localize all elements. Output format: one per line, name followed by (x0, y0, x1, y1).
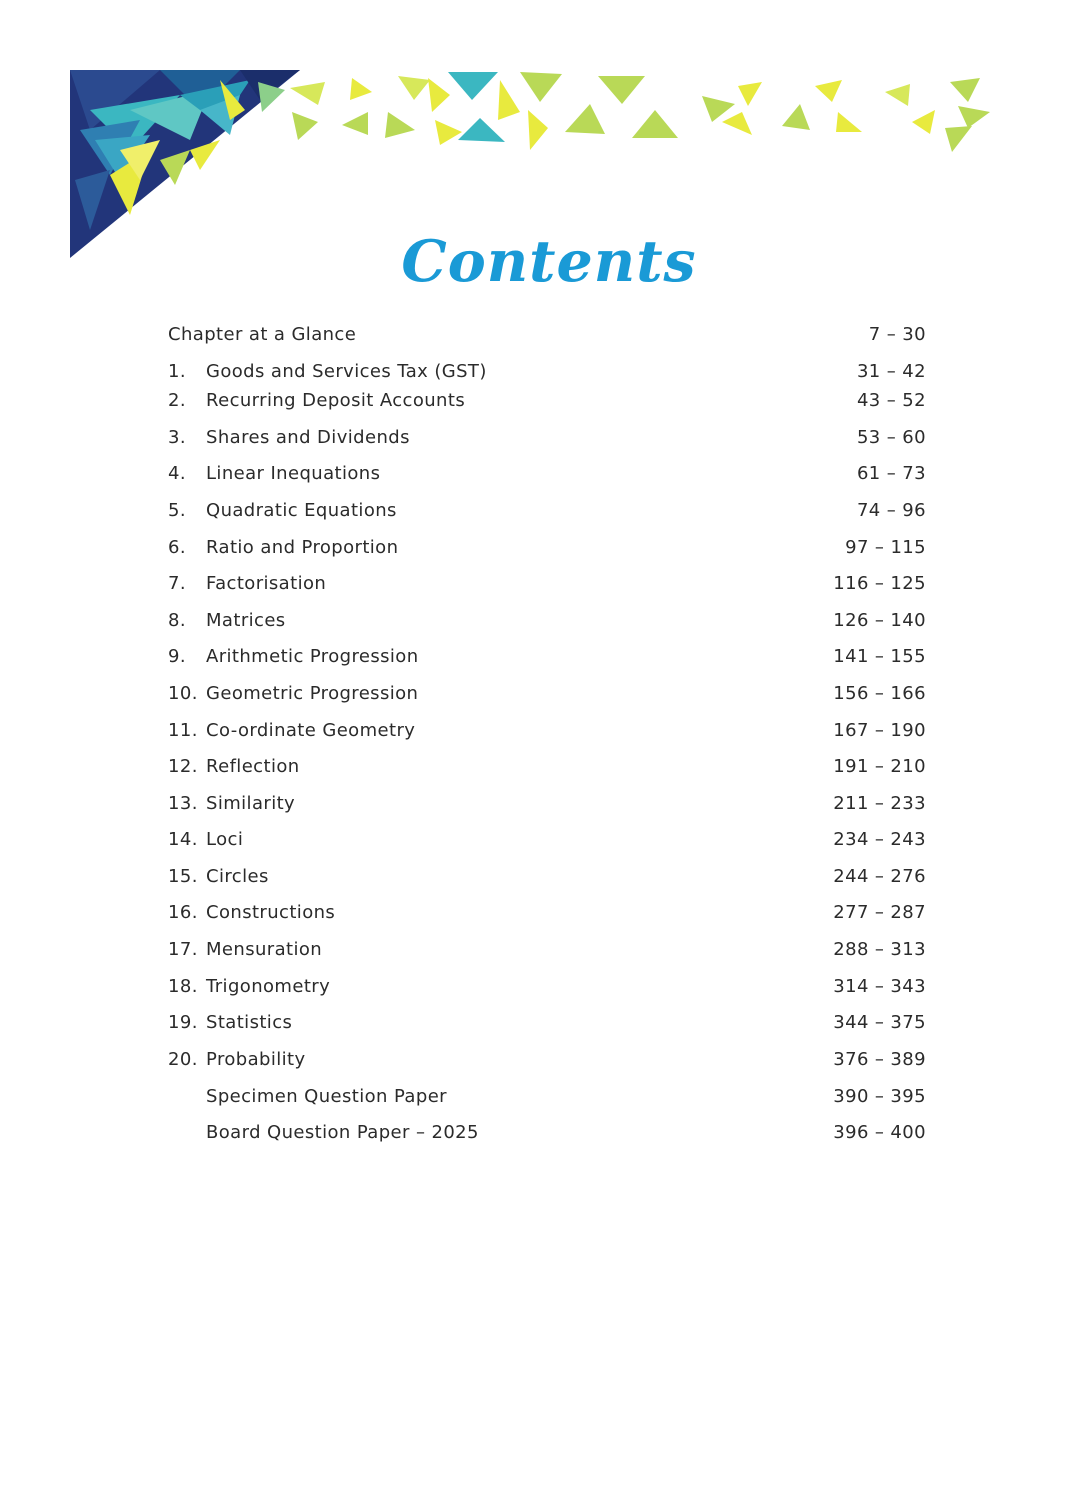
toc-entry-title: Matrices (206, 610, 286, 631)
toc-entry-title: Specimen Question Paper (206, 1086, 447, 1107)
toc-entry-pages: 7 – 30 (868, 324, 926, 345)
toc-entry-pages: 43 – 52 (856, 390, 926, 411)
toc-entry-title: Ratio and Proportion (206, 537, 399, 558)
toc-entry-title: Loci (206, 829, 244, 850)
toc-entry (168, 498, 926, 524)
toc-entry-pages: 31 – 42 (856, 361, 926, 382)
toc-entry-pages: 191 – 210 (833, 756, 926, 777)
toc-entry-title: Goods and Services Tax (GST) (206, 361, 487, 382)
toc-entry-number: 13. (168, 793, 198, 814)
toc-entry-pages: 53 – 60 (856, 427, 926, 448)
toc-entry-pages: 97 – 115 (845, 537, 926, 558)
toc-entry-number: 16. (168, 902, 198, 923)
toc-entry-number: 12. (168, 756, 198, 777)
toc-entry-pages: 244 – 276 (833, 866, 926, 887)
toc-entry (168, 827, 926, 853)
toc-entry-number: 19. (168, 1012, 198, 1033)
toc-entry-title: Geometric Progression (206, 683, 419, 704)
toc-entry-number: 1. (168, 361, 186, 382)
toc-entry (168, 864, 926, 890)
toc-entry-title: Mensuration (206, 939, 323, 960)
toc-entry-pages: 376 – 389 (833, 1049, 926, 1070)
toc-entry (168, 461, 926, 487)
toc-entry (168, 718, 926, 744)
toc-entry-title: Constructions (206, 902, 336, 923)
toc-entry-pages: 277 – 287 (833, 902, 926, 923)
toc-entry-number: 10. (168, 683, 198, 704)
toc-entry-pages: 344 – 375 (833, 1012, 926, 1033)
toc-entry-number: 18. (168, 976, 198, 997)
toc-entry-number: 5. (168, 500, 186, 521)
toc-entry-title: Chapter at a Glance (168, 324, 357, 345)
toc-entry (168, 900, 926, 926)
toc-entry (168, 1047, 926, 1073)
toc-entry-title: Quadratic Equations (206, 500, 397, 521)
toc-entry-pages: 288 – 313 (833, 939, 926, 960)
toc-entry (168, 359, 926, 385)
toc-entry-title: Shares and Dividends (206, 427, 410, 448)
toc-entry-number: 6. (168, 537, 186, 558)
toc-entry-number: 9. (168, 646, 186, 667)
toc-entry-title: Recurring Deposit Accounts (206, 390, 466, 411)
toc-entry-pages: 234 – 243 (833, 829, 926, 850)
toc-entry-number: 2. (168, 390, 186, 411)
toc-entry-number: 11. (168, 720, 198, 741)
toc-entry-title: Circles (206, 866, 269, 887)
toc-entry-pages: 126 – 140 (833, 610, 926, 631)
toc-entry-title: Board Question Paper – 2025 (206, 1122, 479, 1143)
toc-entry (168, 791, 926, 817)
toc-entry-pages: 314 – 343 (833, 976, 926, 997)
toc-entry (168, 608, 926, 634)
toc-entry (168, 1084, 926, 1110)
toc-entry (168, 425, 926, 451)
toc-entry-pages: 116 – 125 (833, 573, 926, 594)
toc-entry-number: 4. (168, 463, 186, 484)
toc-entry-title: Similarity (206, 793, 296, 814)
toc-entry-title: Reflection (206, 756, 300, 777)
page-title: Contents (401, 228, 697, 295)
toc-entry (168, 388, 926, 414)
toc-entry-pages: 396 – 400 (833, 1122, 926, 1143)
toc-entry (168, 681, 926, 707)
toc-entry-number: 3. (168, 427, 186, 448)
toc-entry-pages: 61 – 73 (856, 463, 926, 484)
toc-entry-pages: 74 – 96 (856, 500, 926, 521)
toc-entry-title: Co-ordinate Geometry (206, 720, 416, 741)
toc-entry-pages: 390 – 395 (833, 1086, 926, 1107)
toc-entry-title: Trigonometry (206, 976, 331, 997)
toc-entry (168, 1120, 926, 1146)
toc-entry-number: 15. (168, 866, 198, 887)
toc-entry (168, 974, 926, 1000)
toc-entry-number: 17. (168, 939, 198, 960)
toc-entry (168, 322, 926, 348)
toc-entry-number: 7. (168, 573, 186, 594)
toc-entry-number: 8. (168, 610, 186, 631)
toc-entry (168, 571, 926, 597)
toc-entry (168, 937, 926, 963)
toc-entry-title: Arithmetic Progression (206, 646, 419, 667)
toc-entry (168, 535, 926, 561)
toc-entry-pages: 211 – 233 (833, 793, 926, 814)
toc-entry-number: 14. (168, 829, 198, 850)
toc-entry-title: Statistics (206, 1012, 293, 1033)
toc-entry-pages: 156 – 166 (833, 683, 926, 704)
toc-entry-title: Linear Inequations (206, 463, 381, 484)
toc-entry-title: Probability (206, 1049, 306, 1070)
toc-entry (168, 644, 926, 670)
toc-entry-title: Factorisation (206, 573, 327, 594)
toc-entry-pages: 167 – 190 (833, 720, 926, 741)
toc-entry-number: 20. (168, 1049, 198, 1070)
toc-entry (168, 754, 926, 780)
toc-entry-pages: 141 – 155 (833, 646, 926, 667)
toc-entry (168, 1010, 926, 1036)
